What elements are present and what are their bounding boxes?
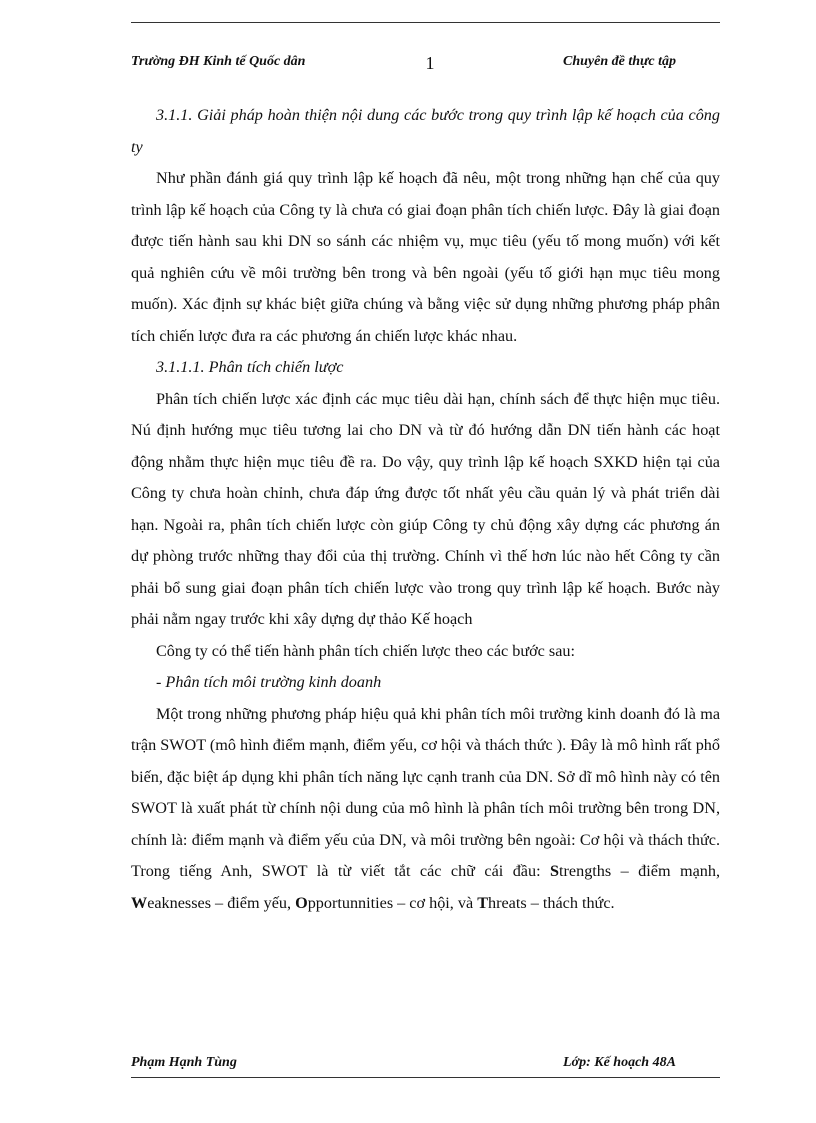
swot-w-text: eaknesses – điểm yếu, (147, 893, 292, 912)
document-body (131, 100, 720, 919)
swot-intro-text: Một trong những phương pháp hiệu quả khi phân tích môi trường kinh doanh đó là ma trận SWOT (mô hình điểm mạnh, điểm yếu, cơ hội và thách thức ). Đây là mô hình rất phổ biến, đặc biệt áp dụng khi phân tích năng lực cạnh tranh của DN. Sở dĩ mô hình này có tên SWOT là xuất phát từ chính nội dung của mô hình là phân tích môi trường bên trong DN, chính là: điểm mạnh và điểm yếu của DN, và môi trường bên ngoài: Cơ hội và thách thức. Trong tiếng Anh, SWOT là từ viết tắt các chữ cái đầu: (131, 704, 720, 880)
paragraph-swot (131, 699, 720, 920)
swot-w-letter: W (131, 893, 148, 912)
section-heading-3-1-1: 3.1.1. Giải pháp hoàn thiện nội dung các bước trong quy trình lập kế hoạch của công ty (131, 106, 720, 156)
page-number: 1 (425, 53, 435, 73)
swot-t-letter: T (477, 893, 489, 912)
swot-s-letter: S (550, 862, 560, 880)
subheading-business-environment: - Phân tích môi trường kinh doanh (156, 673, 382, 691)
footer-rule (131, 1077, 720, 1078)
swot-t-text: hreats – thách thức. (488, 893, 615, 912)
footer-class: Lớp: Kế hoạch 48A (563, 1055, 676, 1070)
footer-author: Phạm Hạnh Tùng (131, 1055, 237, 1070)
swot-s-text: trengths – điểm mạnh, (559, 862, 720, 880)
swot-o-text: pportunnities – cơ hội, và (307, 893, 474, 912)
section-heading-3-1-1-1: 3.1.1.1. Phân tích chiến lược (156, 358, 344, 376)
header-rule (131, 22, 720, 23)
swot-o-letter: O (295, 893, 308, 912)
paragraph-3: Công ty có thể tiến hành phân tích chiến lược theo các bước sau: (156, 641, 575, 660)
paragraph-2: Phân tích chiến lược xác định các mục tiêu dài hạn, chính sách để thực hiện mục tiêu. Nú định hướng mục tiêu tương lai cho DN và từ đó hướng dẫn DN tiến hành các hoạt động nhằm thực hiện mục tiêu đề ra. Do vậy, quy trình lập kế hoạch SXKD hiện tại của Công ty chưa hoàn chỉnh, chưa đáp ứng được tốt nhất yêu cầu quản lý và phát triển dài hạn. Ngoài ra, phân tích chiến lược còn giúp Công ty chủ động xây dựng các phương án dự phòng trước những thay đổi của thị trường. Chính vì thế hơn lúc nào hết Công ty cần phải bổ sung giai đoạn phân tích chiến lược vào trong quy trình lập kế hoạch. Bước này phải nằm ngay trước khi xây dựng dự thảo Kế hoạch (131, 389, 720, 628)
header-school: Trường ĐH Kinh tế Quốc dân (131, 54, 306, 69)
header-report-type: Chuyên đề thực tập (563, 54, 677, 69)
paragraph-1: Như phần đánh giá quy trình lập kế hoạch đã nêu, một trong những hạn chế của quy trình lập kế hoạch của Công ty là chưa có giai đoạn phân tích chiến lược. Đây là giai đoạn được tiến hành sau khi DN so sánh các nhiệm vụ, mục tiêu (yếu tố mong muốn) với kết quả nghiên cứu về môi trường bên trong và bên ngoài (yếu tố giới hạn mục tiêu mong muốn). Xác định sự khác biệt giữa chúng và bằng việc sử dụng những phương pháp phân tích chiến lược đưa ra các phương án chiến lược khác nhau. (131, 169, 720, 345)
